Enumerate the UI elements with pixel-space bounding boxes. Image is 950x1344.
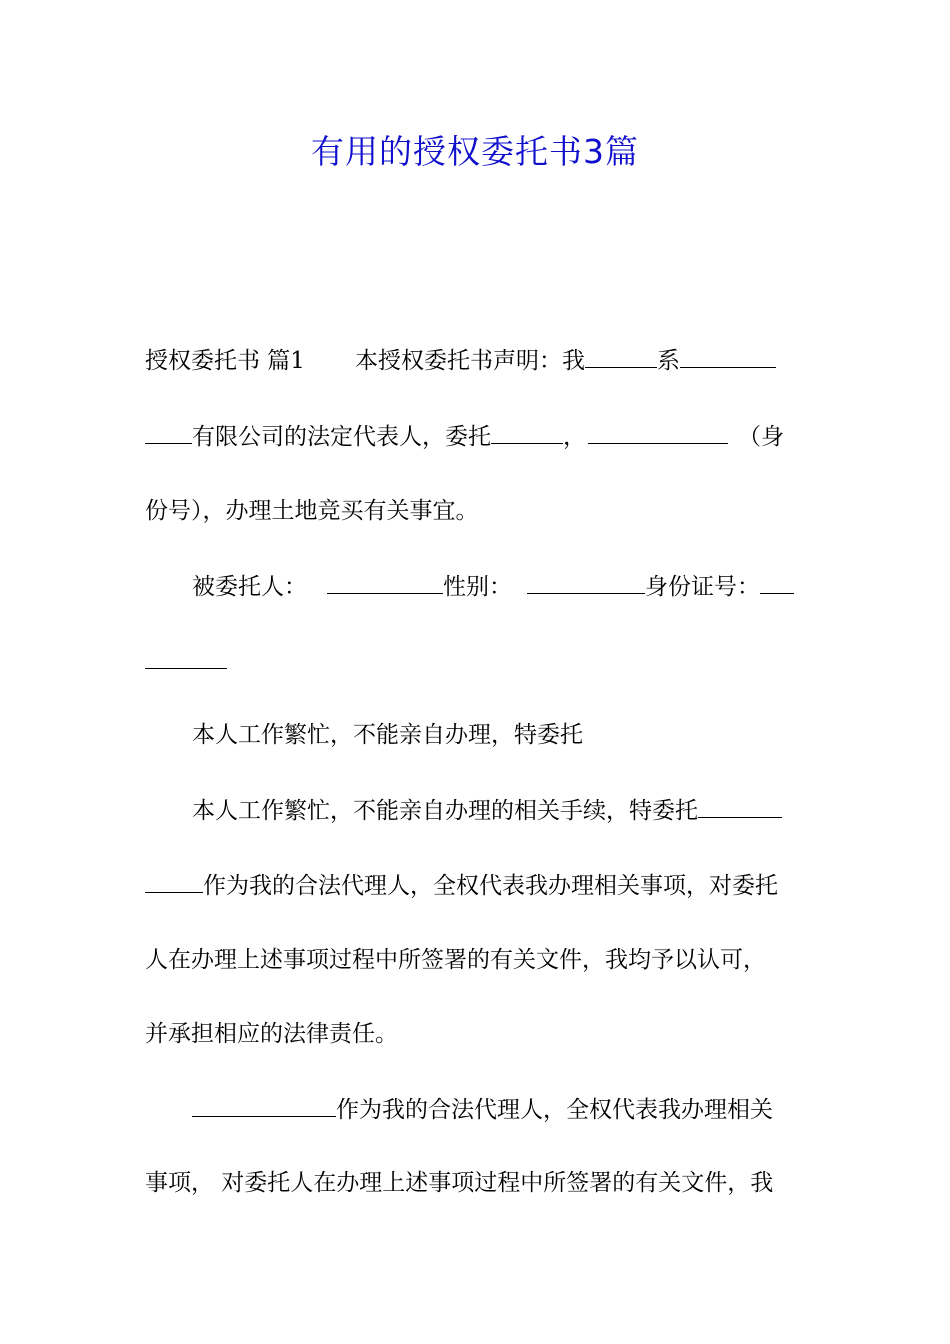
agent-label: 被委托人： [192,574,307,600]
para4-line1 [145,795,807,825]
section-heading: 授权委托书 篇1 [145,348,305,374]
gender-label: 性别： [443,574,512,600]
para2-line1 [145,571,807,601]
blank-id [588,421,728,444]
para1-line3: 份号），办理土地竞买有关事宜。 [145,498,479,524]
para4-line2-text: 作为我的合法代理人，全权代表我办理相关事项，对委托 [203,873,778,899]
para5-line2: 事项， 对委托人在办理上述事项过程中所签署的有关文件，我 [145,1170,774,1196]
para2-line2 [145,646,807,676]
blank-idnum-1 [760,571,794,594]
blank-company-1 [680,345,776,368]
document-title: 有用的授权委托书3篇 [311,132,639,171]
statement-text: 本授权委托书声明：我 [354,348,585,374]
blank-company-2 [145,421,192,444]
company-text: 有限公司的法定代表人，委托 [192,424,491,450]
blank-delegate [491,421,563,444]
id-label: 身份证号： [645,574,760,600]
para4-line2 [145,870,807,900]
blank-agent-name-3 [192,1094,336,1117]
blank-agent-name-2 [145,870,203,893]
para1-line2 [145,421,807,451]
shen-text: （身 [738,424,784,450]
blank-name [585,345,657,368]
comma-text: ， [563,424,586,450]
blank-gender [527,571,645,594]
para4-line4: 并承担相应的法律责任。 [145,1021,398,1047]
para4-text: 本人工作繁忙，不能亲自办理的相关手续，特委托 [192,798,698,824]
blank-idnum-2 [145,646,227,669]
para4-line3: 人在办理上述事项过程中所签署的有关文件，我均予以认可， [145,947,766,973]
para3-line1: 本人工作繁忙，不能亲自办理，特委托 [192,722,583,748]
xi-text: 系 [656,348,680,374]
para1-line1 [145,345,807,375]
blank-agent-name-1 [698,795,782,818]
para5-line1 [145,1094,807,1124]
para5-line1-text: 作为我的合法代理人，全权代表我办理相关 [336,1097,773,1123]
blank-agent [327,571,443,594]
